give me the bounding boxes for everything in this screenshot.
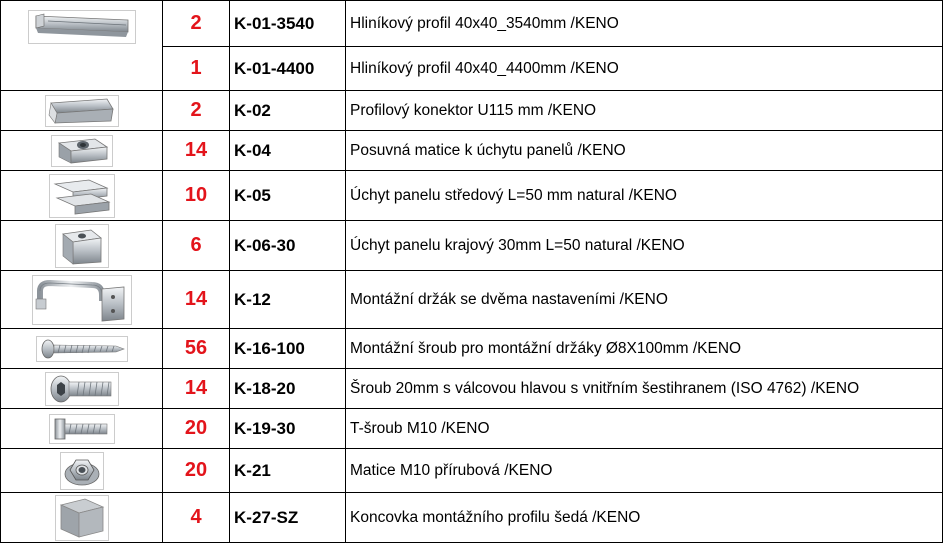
- product-code-cell: K-21: [230, 449, 346, 493]
- table-row: [1, 271, 943, 329]
- quantity-cell: 56: [163, 329, 230, 369]
- table-row: [1, 91, 943, 131]
- t-bolt-icon: [49, 414, 115, 444]
- quantity-cell: 6: [163, 221, 230, 271]
- table-row: [1, 329, 943, 369]
- product-code-cell: K-19-30: [230, 409, 346, 449]
- profile-connector-icon: [45, 95, 119, 127]
- quantity-cell: 20: [163, 449, 230, 493]
- product-code-cell: K-01-4400: [230, 47, 346, 91]
- table-row: [1, 449, 943, 493]
- image-cell: [1, 91, 163, 131]
- product-code-cell: K-12: [230, 271, 346, 329]
- profile-end-cap-icon: [55, 495, 109, 541]
- image-cell: [1, 369, 163, 409]
- image-cell: [1, 171, 163, 221]
- table-row: [1, 493, 943, 543]
- description-cell: Úchyt panelu krajový 30mm L=50 natural /KENO: [346, 221, 943, 271]
- roof-hook-icon: [32, 275, 132, 325]
- description-cell: Hliníkový profil 40x40_4400mm /KENO: [346, 47, 943, 91]
- aluminium-profile-icon: [28, 10, 136, 44]
- quantity-cell: 2: [163, 91, 230, 131]
- image-cell: [1, 329, 163, 369]
- description-cell: Úchyt panelu středový L=50 mm natural /KENO: [346, 171, 943, 221]
- product-code-cell: K-02: [230, 91, 346, 131]
- product-code-cell: K-04: [230, 131, 346, 171]
- product-code-cell: K-18-20: [230, 369, 346, 409]
- image-cell: [1, 1, 163, 91]
- flange-nut-icon: [60, 452, 104, 490]
- table-row: [1, 171, 943, 221]
- description-cell: Matice M10 přírubová /KENO: [346, 449, 943, 493]
- quantity-cell: 14: [163, 369, 230, 409]
- description-cell: Profilový konektor U115 mm /KENO: [346, 91, 943, 131]
- table-row: [1, 369, 943, 409]
- description-cell: Šroub 20mm s válcovou hlavou s vnitřním šestihranem (ISO 4762) /KENO: [346, 369, 943, 409]
- quantity-cell: 10: [163, 171, 230, 221]
- image-cell: [1, 131, 163, 171]
- quantity-cell: 14: [163, 271, 230, 329]
- description-cell: T-šroub M10 /KENO: [346, 409, 943, 449]
- table-row: [1, 221, 943, 271]
- sliding-nut-icon: [51, 135, 113, 167]
- product-code-cell: K-16-100: [230, 329, 346, 369]
- quantity-cell: 20: [163, 409, 230, 449]
- table-row: [1, 1, 943, 47]
- description-cell: Montážní držák se dvěma nastaveními /KENO: [346, 271, 943, 329]
- image-cell: [1, 221, 163, 271]
- description-cell: Koncovka montážního profilu šedá /KENO: [346, 493, 943, 543]
- quantity-cell: 4: [163, 493, 230, 543]
- description-cell: Hliníkový profil 40x40_3540mm /KENO: [346, 1, 943, 47]
- product-code-cell: K-06-30: [230, 221, 346, 271]
- quantity-cell: 2: [163, 1, 230, 47]
- product-code-cell: K-01-3540: [230, 1, 346, 47]
- image-cell: [1, 493, 163, 543]
- image-cell: [1, 409, 163, 449]
- middle-clamp-icon: [49, 174, 115, 218]
- description-cell: Montážní šroub pro montážní držáky Ø8X100mm /KENO: [346, 329, 943, 369]
- image-cell: [1, 449, 163, 493]
- product-code-cell: K-27-SZ: [230, 493, 346, 543]
- quantity-cell: 1: [163, 47, 230, 91]
- screw-icon: [36, 336, 128, 362]
- image-cell: [1, 271, 163, 329]
- product-code-cell: K-05: [230, 171, 346, 221]
- hex-socket-bolt-icon: [45, 372, 119, 406]
- table-row: [1, 131, 943, 171]
- description-cell: Posuvná matice k úchytu panelů /KENO: [346, 131, 943, 171]
- end-clamp-icon: [55, 224, 109, 268]
- quantity-cell: 14: [163, 131, 230, 171]
- table-row: [1, 409, 943, 449]
